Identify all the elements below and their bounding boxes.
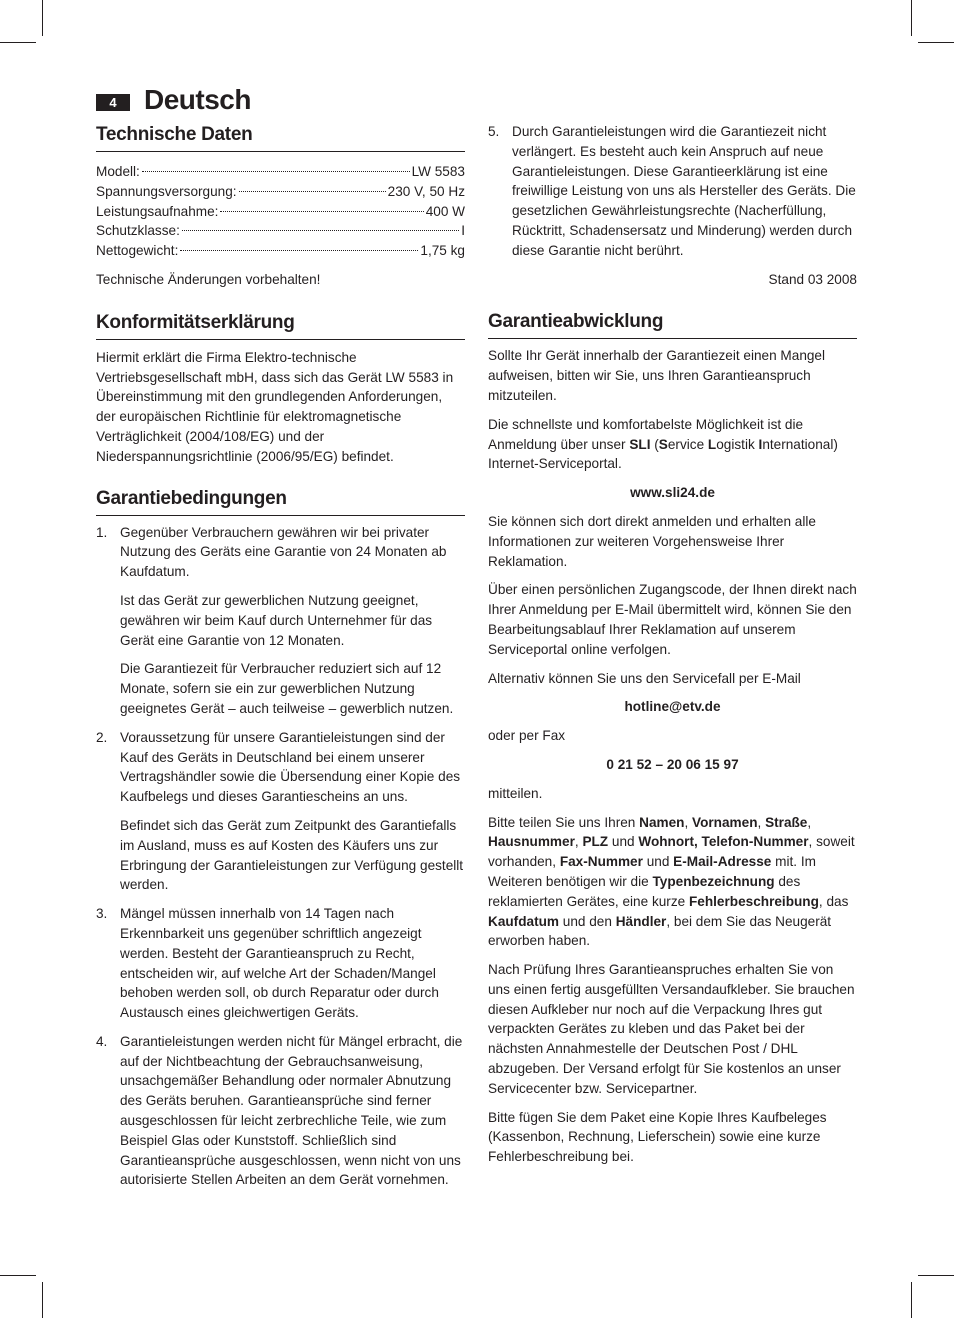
- conformity-heading: Konformitätserklärung: [96, 310, 465, 340]
- item-paragraph: Durch Garantieleistungen wird die Garantiezeit nicht verlängert. Es besteht auch kein Anspruch auf neue Garantieleistungen. Diese Garantieerklärung ist eine freiwillige Leistung von uns als Hersteller des Geräts. Die gesetzlichen Gewährleistungsrechte (Nacherfüllung, Rücktritt, Schadensersatz und Minderung) werden durch diese Garantie nicht berührt.: [512, 124, 856, 258]
- processing-heading: Garantieabwicklung: [488, 309, 857, 339]
- spec-row: [96, 221, 465, 241]
- website-link[interactable]: www.sli24.de: [630, 485, 715, 501]
- right-column: [488, 122, 857, 1167]
- warranty-heading: Garantiebedingungen: [96, 486, 465, 516]
- text-run: Die schnellste und komfortabelste Möglichkeit ist die Anmeldung über unser: [488, 416, 804, 452]
- warranty-list-continued: [488, 122, 857, 261]
- item-number: 4.: [96, 1033, 108, 1049]
- item-paragraph: Mängel müssen innerhalb von 14 Tagen nach Erkennbarkeit uns gegenüber schriftlich angezeigt werden. Besteht der Garantieanspruch zu Recht, entscheiden wir, auf welche Art der Schaden/Mangel behoben werden soll, ob durch Reparatur oder durch Austausch eines gleichwertigen Geräts.: [120, 906, 439, 1021]
- email-link[interactable]: hotline@etv.de: [624, 699, 721, 715]
- spec-row: [96, 162, 465, 182]
- spec-value: LW 5583: [411, 164, 465, 179]
- spec-label: Leistungsaufnahme:: [96, 203, 219, 219]
- item-paragraph: Ist das Gerät zur gewerblichen Nutzung geeignet, gewähren wir beim Kauf durch Unternehmer für das Gerät eine Garantie von 12 Monaten.: [120, 592, 433, 648]
- item-number: 2.: [96, 729, 108, 745]
- list-item: [488, 122, 857, 261]
- acronym-letter: S: [658, 436, 668, 452]
- list-item: [96, 904, 465, 1023]
- conformity-text: Hiermit erklärt die Firma Elektro-technische Vertriebsgesellschaft mbH, dass sich das Gerät LW 5583 in Übereinstimmung mit den grundlegenden Anforderungen, der europäischen Richtlinie für elektromagnetische Verträglichkeit (2004/108/EG) und der Niederspannungsrichtlinie (2006/95/EG) befindet.: [96, 349, 454, 464]
- spec-value: 230 V, 50 Hz: [387, 183, 465, 199]
- sli-label: SLI: [629, 436, 651, 452]
- item-paragraph: Voraussetzung für unsere Garantieleistungen sind der Kauf des Geräts in Deutschland bei einem unserer Vertragshändler sowie die Übersendung einer Kopie des Kaufbelegs und dieses Garantiescheins an uns.: [120, 729, 461, 805]
- left-column: [96, 122, 465, 1190]
- processing-paragraph: [488, 415, 857, 474]
- spec-label: Spannungsversorgung:: [96, 183, 237, 199]
- crop-mark: [918, 1275, 954, 1276]
- tech-heading: Technische Daten: [96, 122, 465, 152]
- spec-value: I: [461, 223, 465, 239]
- crop-mark: [911, 0, 912, 36]
- crop-mark: [0, 1275, 36, 1276]
- spec-value: 1,75 kg: [420, 243, 465, 259]
- tech-note: Technische Änderungen vorbehalten!: [96, 271, 321, 287]
- list-item: [96, 1032, 465, 1190]
- item-paragraph: Befindet sich das Gerät zum Zeitpunkt des Garantiefalls im Ausland, muss es auf Kosten des Käufers uns zur Erbringung der Garantieleistungen zur Verfügung gestellt werden.: [120, 817, 464, 893]
- spec-list: [96, 162, 465, 261]
- page-number: 4: [96, 94, 130, 111]
- item-number: 1.: [96, 524, 108, 540]
- language-title: Deutsch: [144, 84, 251, 115]
- text-run: ogistik: [716, 436, 759, 452]
- text-run: nternational) Internet-Serviceportal.: [488, 436, 838, 472]
- processing-paragraph: oder per Fax: [488, 728, 566, 744]
- processing-paragraph: Bitte fügen Sie dem Paket eine Kopie Ihres Kaufbeleges (Kassenbon, Rechnung, Lieferschein) sowie eine kurze Fehlerbeschreibung bei.: [488, 1109, 827, 1165]
- acronym-letter: L: [707, 436, 717, 452]
- document-date: Stand 03 2008: [768, 271, 857, 287]
- list-item: [96, 728, 465, 895]
- fax-number: 0 21 52 – 20 06 15 97: [606, 756, 739, 772]
- item-number: 5.: [488, 124, 500, 139]
- spec-row: [96, 182, 465, 202]
- processing-paragraph: mitteilen.: [488, 785, 543, 801]
- crop-mark: [0, 42, 36, 43]
- crop-mark: [42, 1282, 43, 1318]
- text-run: (: [650, 436, 659, 452]
- processing-paragraph: Sollte Ihr Gerät innerhalb der Garantiezeit einen Mangel aufweisen, bitten wir Sie, uns Ihren Garantieanspruch mitzuteilen.: [488, 348, 826, 403]
- spec-value: 400 W: [425, 203, 465, 219]
- list-item: [96, 523, 465, 719]
- crop-mark: [911, 1282, 912, 1318]
- processing-paragraph: Bitte teilen Sie uns Ihren Namen, Vornamen, Straße, Hausnummer, PLZ und Wohnort, Telefon-Nummer, soweit vorhanden, Fax-Nummer und E-Mail-Adresse mit. Im Weiteren benötigen wir die Typenbezeichnung des reklamierten Gerätes, eine kurze Fehlerbeschreibung, das Kaufdatum und den Händler, bei dem Sie das Neugerät erworben haben.: [488, 814, 855, 949]
- warranty-list: [96, 523, 465, 1191]
- item-paragraph: Gegenüber Verbrauchern gewähren wir bei privater Nutzung des Geräts eine Garantie von 24 Monaten ab Kaufdatum.: [120, 524, 447, 580]
- spec-row: [96, 202, 465, 222]
- processing-paragraph: Alternativ können Sie uns den Servicefall per E-Mail: [488, 670, 801, 686]
- acronym-letter: I: [758, 436, 763, 452]
- item-number: 3.: [96, 906, 108, 922]
- spec-label: Schutzklasse:: [96, 223, 180, 239]
- item-paragraph: Garantieleistungen werden nicht für Mängel erbracht, die auf der Nichtbeachtung der Gebrauchsanweisung, unsachgemäßer Behandlung oder normaler Abnutzung des Geräts beruhen. Garantieansprüche sind ferner ausgeschlossen für leicht zerbrechliche Teile, wie zum Beispiel Glas oder Kunststoff. Schließlich sind Garantieansprüche ausgeschlossen, wenn nicht von uns autorisierte Stellen Arbeiten an dem Gerät vornehmen.: [120, 1033, 463, 1188]
- crop-mark: [42, 0, 43, 36]
- spec-label: Modell:: [96, 164, 140, 179]
- text-run: ervice: [667, 436, 708, 452]
- processing-paragraph: Nach Prüfung Ihres Garantieanspruches erhalten Sie von uns einen fertig ausgefüllten Versandaufkleber. Sie brauchen diesen Aufkleber nur noch auf die Verpackung Ihres gut verpackten Gerätes zu kleben und das Paket bei der nächsten Annahmestelle der Deutschen Post / DHL abzugeben. Der Versand erfolgt für Sie kostenlos an unser Servicecenter bzw. Servicepartner.: [488, 962, 855, 1096]
- crop-mark: [918, 42, 954, 43]
- processing-paragraph: Sie können sich dort direkt anmelden und erhalten alle Informationen zur weiteren Vorgehensweise Ihrer Reklamation.: [488, 513, 816, 569]
- spec-row: [96, 241, 465, 261]
- item-paragraph: Die Garantiezeit für Verbraucher reduziert sich auf 12 Monate, sofern sie ein zur gewerblichen Nutzung geeignetes Gerät – auch teilweise – gewerblich nutzen.: [120, 661, 454, 716]
- processing-paragraph: Über einen persönlichen Zugangscode, der Ihnen direkt nach Ihrer Anmeldung per E-Mail übermittelt wird, können Sie den Bearbeitungsablauf Ihrer Reklamation auf unserem Serviceportal online verfolgen.: [488, 582, 857, 657]
- spec-label: Nettogewicht:: [96, 243, 179, 259]
